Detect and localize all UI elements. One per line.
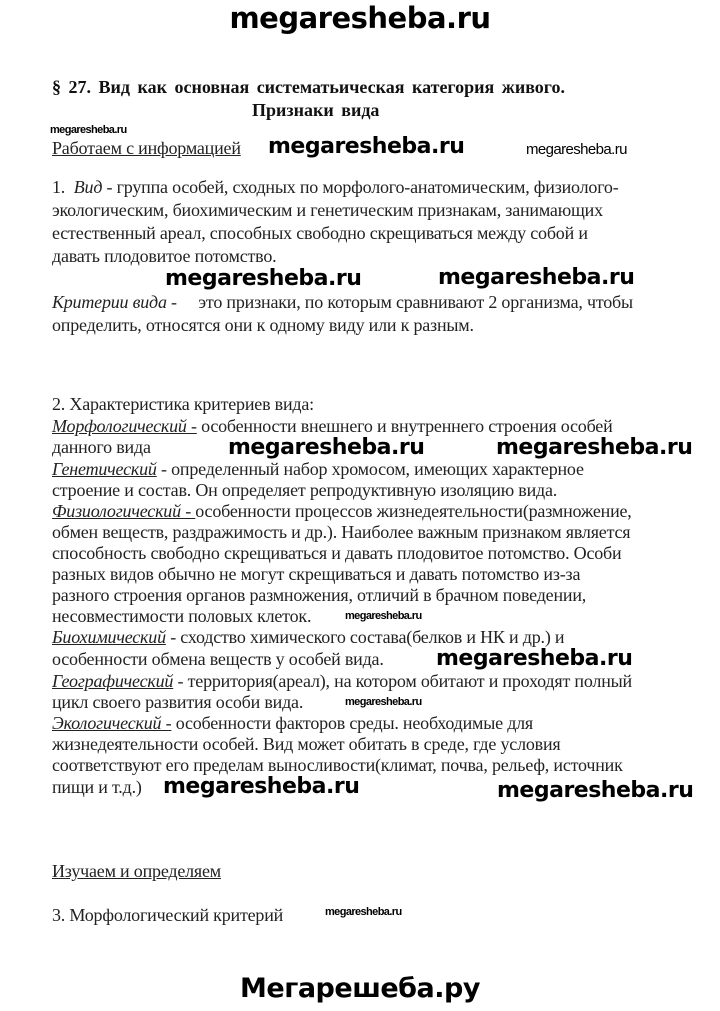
footer-watermark: Мегарешеба.ру: [240, 973, 480, 1004]
criterion-geo: [52, 671, 632, 691]
paragraph-1-line: экологическим, биохимическим и генетическим признакам, занимающих: [52, 200, 603, 220]
criterion-morph: [52, 416, 613, 436]
term: Морфологический -: [52, 416, 197, 436]
watermark: megaresheba.ru: [496, 435, 693, 460]
criterion-line: жизнедеятельности особей. Вид может обитать в среде, где условия: [52, 734, 561, 754]
paragraph-2-heading: 2. Характеристика критериев вида:: [52, 394, 314, 414]
watermark: megaresheba.ru: [526, 141, 627, 158]
paragraph-1-line: давать плодовитое потомство.: [52, 246, 277, 266]
section-heading-study: Изучаем и определяем: [52, 861, 221, 881]
term: Критерии вида -: [52, 292, 177, 312]
criterion-phys: [52, 501, 632, 521]
term: Географический: [52, 671, 174, 691]
watermark: megaresheba.ru: [228, 435, 425, 460]
paragraph-1-line: [52, 177, 619, 197]
item-number: 1.: [52, 177, 66, 197]
term: Биохимический: [52, 627, 166, 647]
criterion-biochem: [52, 627, 564, 647]
text: - группа особей, сходных по морфолого-анатомическим, физиолого-: [102, 177, 619, 197]
watermark: megaresheba.ru: [325, 906, 402, 918]
page-title: § 27. Вид как основная систематьическая категория живого.: [52, 77, 566, 97]
criterion-line: разных видов обычно не могут скрещиваться и давать потомство из-за: [52, 564, 581, 584]
section-heading-info: Работаем с информацией: [52, 138, 241, 158]
watermark: megaresheba.ru: [163, 774, 360, 799]
watermark: megaresheba.ru: [50, 124, 127, 136]
criterion-genet: [52, 459, 584, 479]
term: Генетический: [52, 459, 157, 479]
criterion-line: цикл своего развития особи вида.: [52, 692, 304, 712]
criterion-eco: [52, 713, 533, 733]
watermark: megaresheba.ru: [497, 778, 694, 803]
criterion-line: несовместимости половых клеток.: [52, 606, 312, 626]
paragraph-3: 3. Морфологический критерий: [52, 905, 284, 925]
watermark: megaresheba.ru: [438, 265, 635, 290]
text: - сходство химического состава(белков и НК и др.) и: [165, 627, 565, 647]
criteria-definition-line: [52, 292, 633, 312]
watermark: megaresheba.ru: [165, 266, 362, 291]
watermark: megaresheba.ru: [436, 646, 633, 671]
header-watermark: megaresheba.ru: [229, 1, 491, 35]
watermark: megaresheba.ru: [345, 696, 422, 708]
criterion-line: данного вида: [52, 437, 151, 457]
criterion-line: обмен веществ, раздражимость и др.). Наиболее важным признаком является: [52, 522, 631, 542]
criteria-definition-line: определить, относятся они к одному виду или к разным.: [52, 315, 474, 335]
term: Вид: [73, 177, 103, 197]
term: Экологический -: [52, 713, 172, 733]
text: особенности процессов жизнедеятельности(размножение,: [195, 501, 632, 521]
criterion-line: строение и состав. Он определяет репродуктивную изоляцию вида.: [52, 480, 558, 500]
criterion-line: особенности обмена веществ у особей вида.: [52, 649, 384, 669]
watermark: megaresheba.ru: [268, 134, 465, 159]
criterion-line: способность свободно скрещиваться и давать плодовитое потомство. Особи: [52, 543, 622, 563]
criterion-line: разного строения органов размножения, отличий в брачном поведении,: [52, 585, 587, 605]
term: Физиологический -: [52, 501, 196, 521]
text: особенности факторов среды. необходимые для: [171, 713, 534, 733]
criterion-line: пищи и т.д.): [52, 777, 142, 797]
paragraph-1-line: естественный ареал, способных свободно скрещиваться между собой и: [52, 223, 588, 243]
text: особенности внешнего и внутреннего строения особей: [196, 416, 613, 436]
text: - определенный набор хромосом, имеющих характерное: [156, 459, 584, 479]
page-subtitle: Признаки вида: [252, 100, 380, 120]
text: - территория(ареал), на котором обитают и проходят полный: [173, 671, 632, 691]
watermark: megaresheba.ru: [345, 610, 422, 622]
criterion-line: соответствуют его пределам выносливости(климат, почва, рельеф, источник: [52, 755, 623, 775]
text: это признаки, по которым сравнивают 2 организма, чтобы: [198, 292, 633, 312]
